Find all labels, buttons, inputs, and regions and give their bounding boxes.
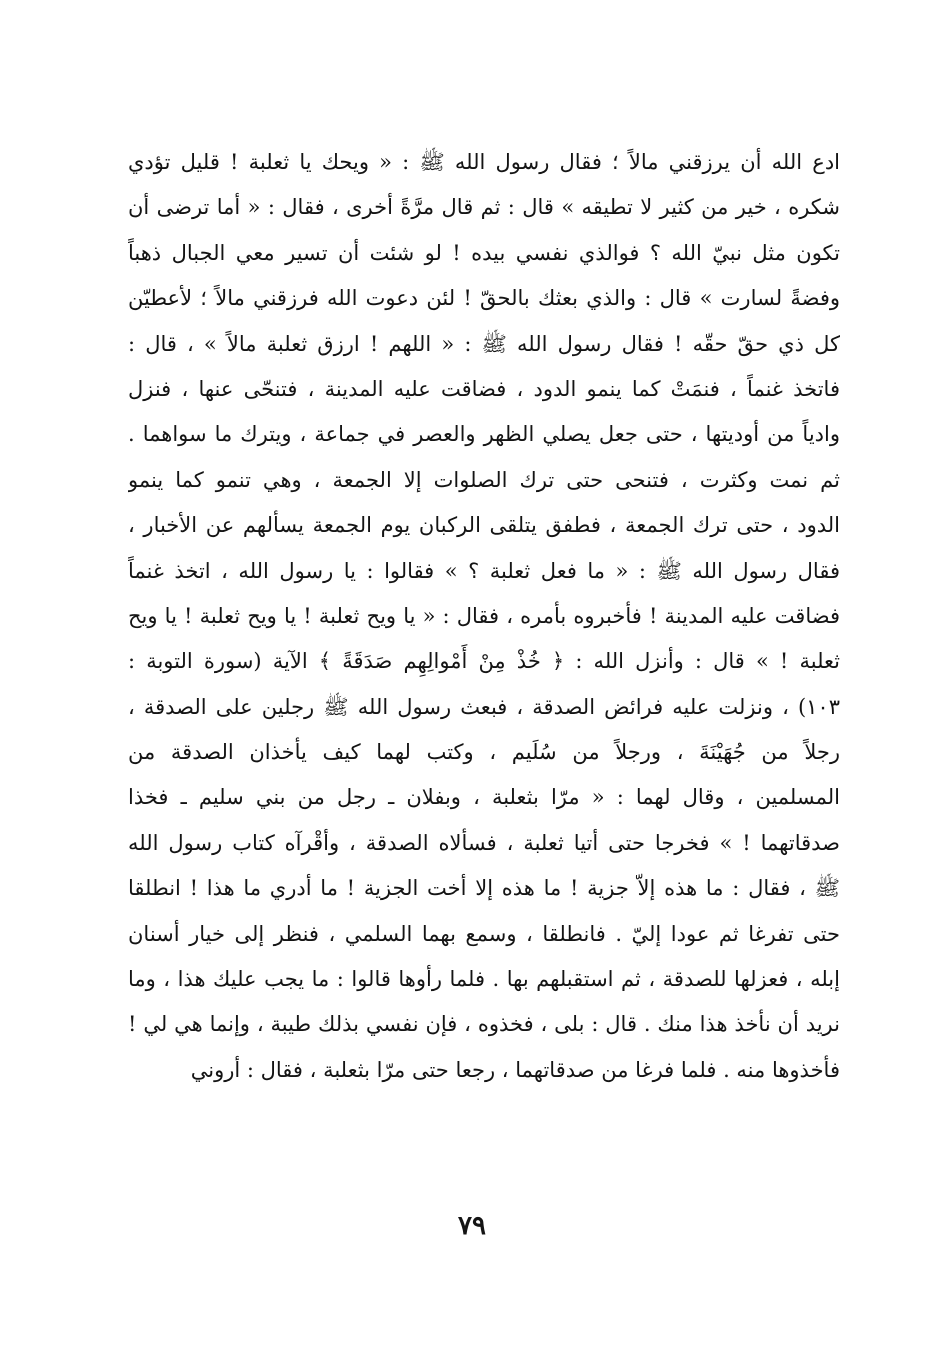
text-line: ثعلبة ! » قال : وأنزل الله : ﴿ خُذْ مِنْ أَمْوالِهِم صَدَقَةً ﴾ الآية (سورة التوبة : (128, 649, 840, 674)
text-line: إبله ، فعزلها للصدقة ، ثم استقبلهم بها . فلما رأوها قالوا : ما يجب عليك هذا ، وما (128, 967, 840, 992)
page-number: ٧٩ (458, 1211, 486, 1241)
text-line: وفضةً لسارت » قال : والذي بعثك بالحقّ ! لئن دعوت الله فرزقني مالاً ؛ لأعطيّن (128, 286, 840, 311)
text-line: ثم نمت وكثرت ، فتنحى حتى ترك الصلوات إلا الجمعة ، وهي تنمو كما ينمو (128, 467, 840, 492)
text-line: المسلمين ، وقال لهما : « مرّا بثعلبة ، وبفلان ـ رجل من بني سليم ـ فخذا (128, 785, 840, 810)
text-line: تكون مثل نبيّ الله ؟ فوالذي نفسي بيده ! لو شئت أن تسير معي الجبال ذهباً (128, 240, 840, 265)
text-line: الدود ، حتى ترك الجمعة ، فطفق يتلقى الركبان يوم الجمعة يسألهم عن الأخبار ، (128, 513, 840, 538)
text-line: صدقاتهما ! » فخرجا حتى أتيا ثعلبة ، فسألاه الصدقة ، وأقْرآه كتاب رسول الله (128, 830, 840, 855)
text-line: فأخذوها منه . فلما فرغا من صدقاتهما ، رجعا حتى مرّا بثعلبة ، فقال : أروني (190, 1057, 840, 1082)
text-line: فاتخذ غنماً ، فنمَتْ كما ينمو الدود ، فضاقت عليه المدينة ، فتنحّى عنها ، فنزل (128, 376, 840, 401)
body-text (128, 140, 840, 1093)
text-line: ادع الله أن يرزقني مالاً ؛ فقال رسول الله ﷺ : « ويحك يا ثعلبة ! قليل تؤدي (128, 150, 840, 174)
text-line: فقال رسول الله ﷺ : « ما فعل ثعلبة ؟ » فقالوا : يا رسول الله ، اتخذ غنماً (128, 558, 840, 583)
text-line: ﷺ ، فقال : ما هذه إلاّ جزية ! ما هذه إلا أخت الجزية ! ما أدري ما هذا ! انطلقا (128, 876, 840, 901)
text-line: كل ذي حقّ حقّه ! فقال رسول الله ﷺ : « اللهم ! ارزق ثعلبة مالاً » ، قال : (128, 331, 840, 356)
text-line: شكره ، خير من كثير لا تطيقه » قال : ثم قال مرَّةً أخرى ، فقال : « أما ترضى أن (128, 195, 840, 220)
text-line: فضاقت عليه المدينة ! فأخبروه بأمره ، فقال : « يا ويح ثعلبة ! يا ويح ثعلبة ! يا ويح (128, 603, 840, 628)
text-line: نريد أن نأخذ هذا منك . قال : بلى ، فخذوه ، فإن نفسي بذلك طيبة ، وإنما هي لي ! (128, 1012, 840, 1037)
text-line: ١٠٣) ، ونزلت عليه فرائض الصدقة ، فبعث رسول الله ﷺ رجلين على الصدقة ، (128, 694, 840, 719)
text-line: وادياً من أوديتها ، حتى جعل يصلي الظهر والعصر في جماعة ، ويترك ما سواهما . (128, 422, 840, 447)
text-line: رجلاً من جُهَيْنَةَ ، ورجلاً من سُلَيم ، وكتب لهما كيف يأخذان الصدقة من (128, 740, 840, 765)
text-line: حتى تفرغا ثم عودا إليّ . فانطلقا ، وسمع بهما السلمي ، فنظر إلى خيار أسنان (128, 921, 840, 946)
